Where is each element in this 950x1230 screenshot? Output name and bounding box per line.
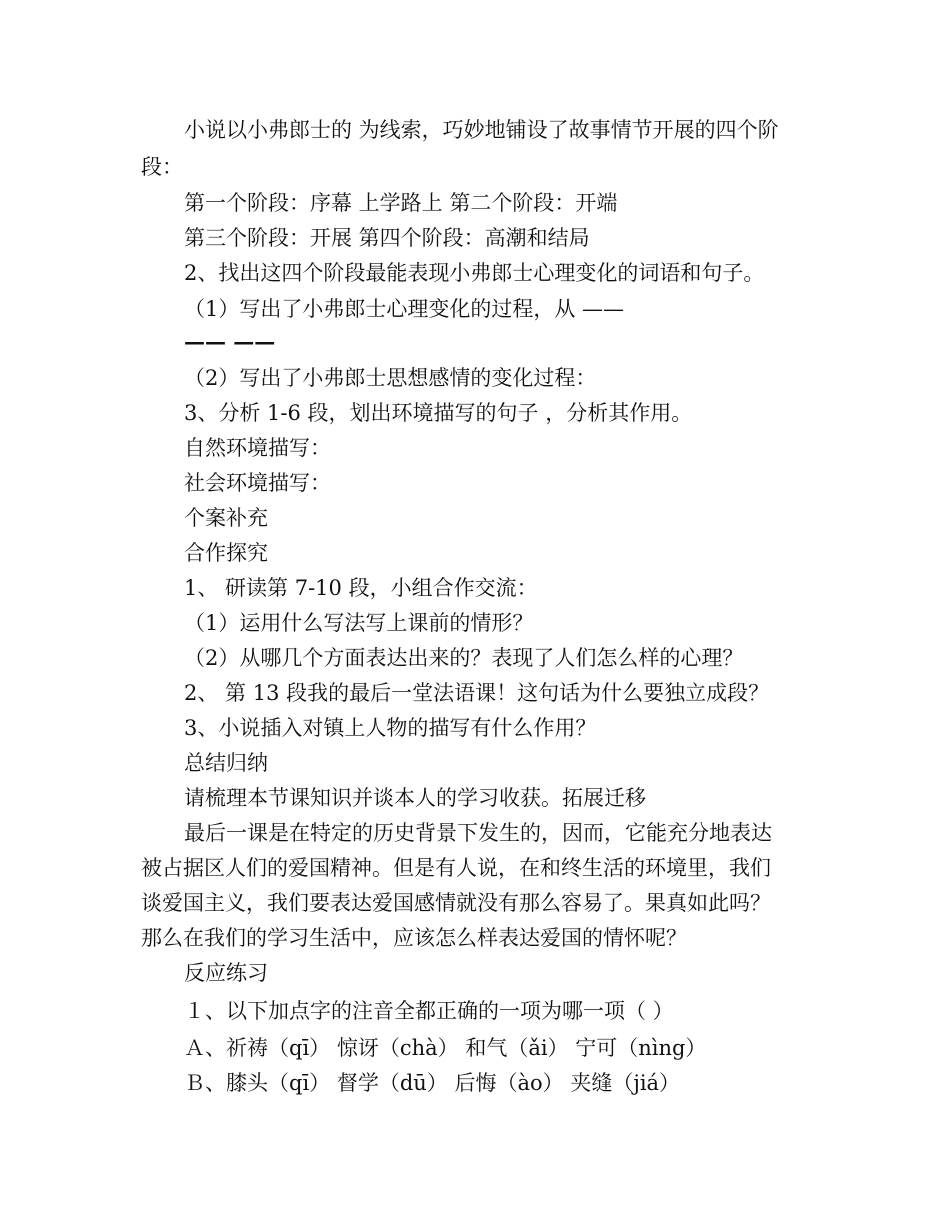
paragraph-line: 1、 研读第 7-10 段，小组合作交流： — [184, 576, 538, 600]
paragraph-line: 第三个阶段：开展 第四个阶段：高潮和结局 — [184, 226, 590, 250]
question-line: （2）从哪几个方面表达出来的？表现了人们怎么样的心理？ — [184, 646, 744, 670]
option-line: Ｂ、膝头（qī） 督学（dū） 后悔（ào） 夹缝（jiá） — [184, 1071, 681, 1095]
question-line: （1）写出了小弗郎士心理变化的过程，从 —— — [184, 297, 625, 321]
paragraph-line: 谈爱国主义，我们要表达爱国感情就没有那么容易了。果真如此吗？ — [141, 891, 771, 915]
paragraph-line: 段： — [141, 155, 183, 179]
paragraph-line: 3、分析 1-6 段，划出环境描写的句子 ，分析其作用。 — [184, 401, 693, 425]
paragraph-line: 第一个阶段：序幕 上学路上 第二个阶段：开端 — [184, 191, 618, 215]
section-heading: 合作探究 — [184, 541, 268, 565]
question-line: （2）写出了小弗郎士思想感情的变化过程： — [184, 366, 597, 390]
section-heading: 总结归纳 — [184, 751, 268, 775]
question-line: １、以下加点字的注音全都正确的一项为哪一项（ ） — [184, 999, 674, 1023]
paragraph-line: 3、小说插入对镇上人物的描写有什么作用？ — [184, 716, 597, 740]
paragraph-line: 社会环境描写： — [184, 471, 331, 495]
option-line: Ａ、祈祷（qī） 惊讶（chà） 和气（ǎi） 宁可（nìng） — [184, 1036, 707, 1060]
paragraph-line: 最后一课是在特定的历史背景下发生的，因而，它能充分地表达 — [184, 821, 772, 845]
paragraph-line: 请梳理本节课知识并谈本人的学习收获。拓展迁移 — [184, 786, 646, 810]
paragraph-line: 那么在我们的学习生活中，应该怎么样表达爱国的情怀呢？ — [141, 926, 687, 950]
paragraph-line: 被占据区人们的爱国精神。但是有人说，在和终生活的环境里，我们 — [141, 856, 771, 880]
section-heading: 个案补充 — [184, 506, 268, 530]
section-heading: 反应练习 — [184, 961, 268, 985]
paragraph-line: 2、 第 13 段我的最后一堂法语课！这句话为什么要独立成段？ — [184, 681, 770, 705]
blank-dashes: —— —— — [184, 329, 276, 354]
paragraph-line: 自然环境描写： — [184, 436, 331, 460]
paragraph-line: 2、找出这四个阶段最能表现小弗郎士心理变化的词语和句子。 — [184, 261, 765, 285]
question-line: （1）运用什么写法写上课前的情形？ — [184, 611, 534, 635]
paragraph-line: 小说以小弗郎士的 为线索，巧妙地铺设了故事情节开展的四个阶 — [184, 118, 779, 142]
